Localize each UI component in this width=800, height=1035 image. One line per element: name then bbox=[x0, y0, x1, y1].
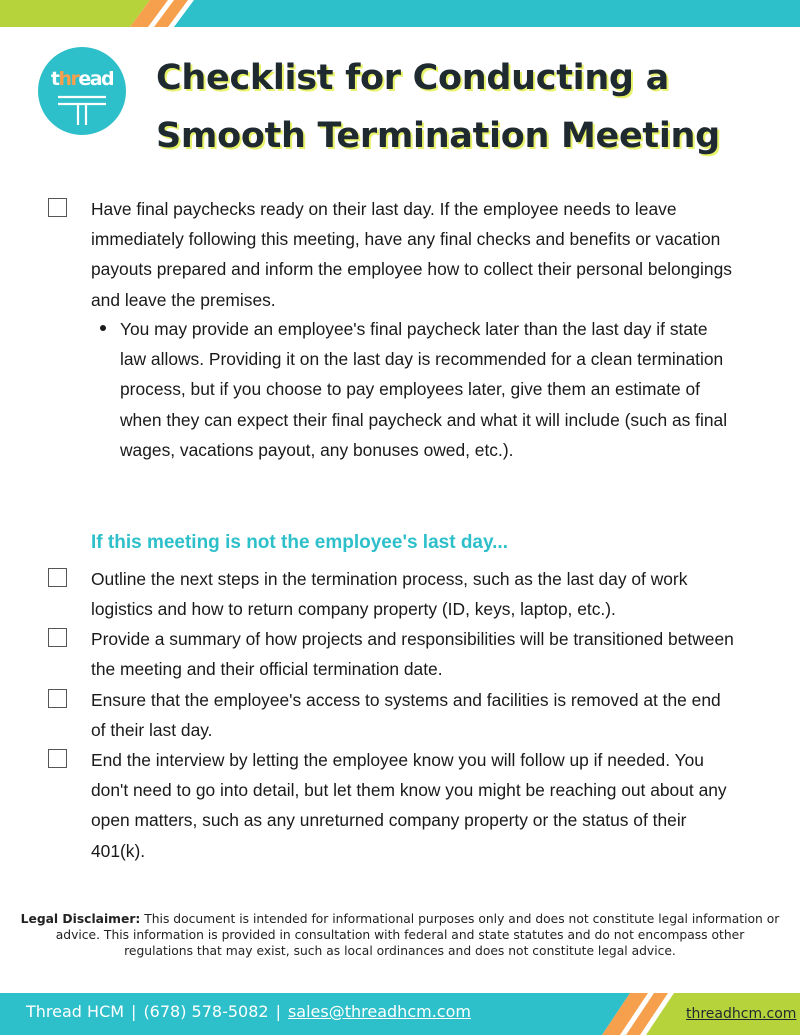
logo-wordmark: thread bbox=[50, 68, 114, 90]
footer-company: Thread HCM bbox=[26, 1002, 125, 1021]
thread-logo bbox=[38, 47, 126, 135]
checklist-item-next-steps bbox=[48, 564, 738, 624]
checklist-item-text: Have final paychecks ready on their last day. If the employee needs to leave immediately following this meeting, have any final checks and benefits or vacation payouts prepared and inform the employee how to collect their personal belongings and leave the premises. bbox=[91, 199, 732, 310]
section-subheading: If this meeting is not the employee's last day... bbox=[91, 532, 508, 553]
checklist-item-projects-summary bbox=[48, 624, 738, 684]
checkbox[interactable] bbox=[48, 198, 67, 217]
checklist-item-final-paychecks bbox=[48, 194, 738, 315]
top-banner bbox=[0, 0, 800, 27]
checkbox[interactable] bbox=[48, 749, 67, 768]
footer-phone[interactable]: (678) 578-5082 bbox=[143, 1002, 269, 1021]
checklist-item-remove-access bbox=[48, 685, 738, 745]
bullet-item-final-paycheck-later bbox=[100, 314, 730, 465]
checkbox[interactable] bbox=[48, 689, 67, 708]
footer-email-link[interactable]: sales@threadhcm.com bbox=[287, 1002, 471, 1021]
checklist-item-end-interview bbox=[48, 745, 738, 866]
bullet-dot bbox=[100, 325, 106, 331]
checklist-item-text: End the interview by letting the employee know you will follow up if needed. You don't need to go into detail, but let them know you might be reaching out about any open matters, such as any unreturned company property or the status of their 401(k). bbox=[91, 750, 727, 861]
footer-website-link[interactable]: threadhcm.com bbox=[686, 1006, 797, 1022]
footer-separator: | bbox=[131, 1002, 137, 1021]
legal-disclaimer bbox=[20, 911, 780, 959]
page-title: Checklist for Conducting a Smooth Termination Meeting bbox=[156, 58, 720, 156]
checklist-item-text: Outline the next steps in the termination process, such as the last day of work logistics and how to return company property (ID, keys, laptop, etc.). bbox=[91, 569, 688, 620]
checklist-item-text: Ensure that the employee's access to systems and facilities is removed at the end of their last day. bbox=[91, 690, 721, 741]
footer-separator: | bbox=[275, 1002, 281, 1021]
disclaimer-label: Legal Disclaimer: bbox=[20, 912, 141, 926]
checklist-item-text: Provide a summary of how projects and responsibilities will be transitioned between the meeting and their official termination date. bbox=[91, 629, 734, 680]
checkbox[interactable] bbox=[48, 568, 67, 587]
bullet-text: You may provide an employee's final paycheck later than the last day if state law allows. Providing it on the last day is recommended for a clean termination process, but if you choose to pay employees later, give them an estimate of when they can expect their final paycheck and what it will include (such as final wages, vacations payout, any bonuses owed, etc.). bbox=[120, 319, 728, 460]
disclaimer-text: This document is intended for informational purposes only and does not constitute legal information or advice. This information is provided in consultation with federal and state statutes and do not encompass other regulations that may exist, such as local ordinances and does not constitute legal advice. bbox=[55, 912, 780, 958]
checkbox[interactable] bbox=[48, 628, 67, 647]
footer-contacts bbox=[26, 1002, 471, 1021]
footer-bar bbox=[0, 993, 800, 1035]
